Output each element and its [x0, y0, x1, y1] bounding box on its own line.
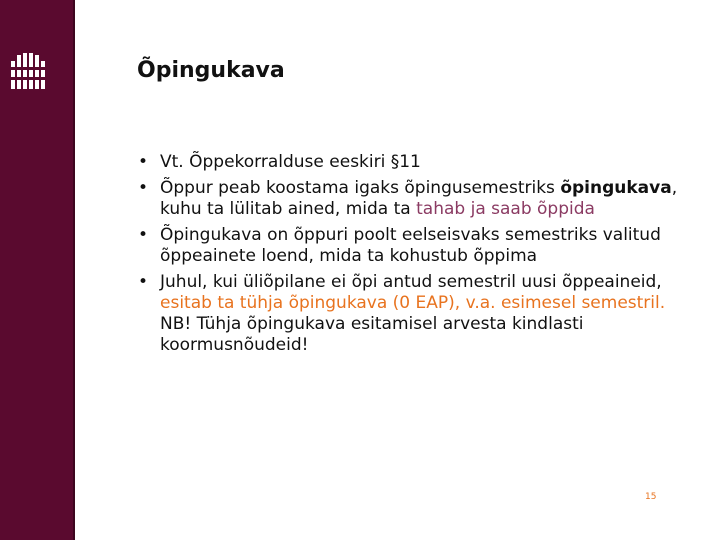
sidebar-divider [73, 0, 75, 540]
bullet-text: Õppur peab koostama igaks õpingusemestriks [160, 178, 561, 198]
sidebar-band [0, 0, 73, 540]
bullet-dot: • [138, 225, 149, 245]
slide-title: Õpingukava [137, 58, 285, 83]
bullet-list [138, 152, 678, 361]
bullet-dot: • [138, 178, 149, 198]
bullet-highlight-text: tahab ja saab õppida [416, 199, 595, 219]
page-number: 15 [645, 492, 657, 502]
bullet-item [138, 272, 678, 356]
bullet-text: , kuhu ta lülitab ained, mida ta [160, 178, 678, 219]
bullet-item [138, 178, 678, 220]
bullet-dot: • [138, 272, 149, 292]
bullet-item [138, 152, 678, 173]
bullet-text: Juhul, kui üliõpilane ei õpi antud semestril uusi õppeaineid, [160, 272, 662, 292]
bullet-text: NB! Tühja õpingukava esitamisel arvesta kindlasti koormusnõudeid! [160, 314, 584, 355]
bullet-highlight-text: esitab ta tühja õpingukava (0 EAP), v.a. esimesel semestril. [160, 293, 666, 313]
bullet-dot: • [138, 152, 149, 172]
bullet-text: Vt. Õppekorralduse eeskiri §11 [160, 152, 421, 172]
bullet-item [138, 225, 678, 267]
university-logo-icon [11, 53, 47, 91]
bullet-text: Õpingukava on õppuri poolt eelseisvaks semestriks valitud õppeainete loend, mida ta kohustub õppima [160, 225, 661, 266]
bullet-bold-term: õpingukava [560, 178, 672, 198]
